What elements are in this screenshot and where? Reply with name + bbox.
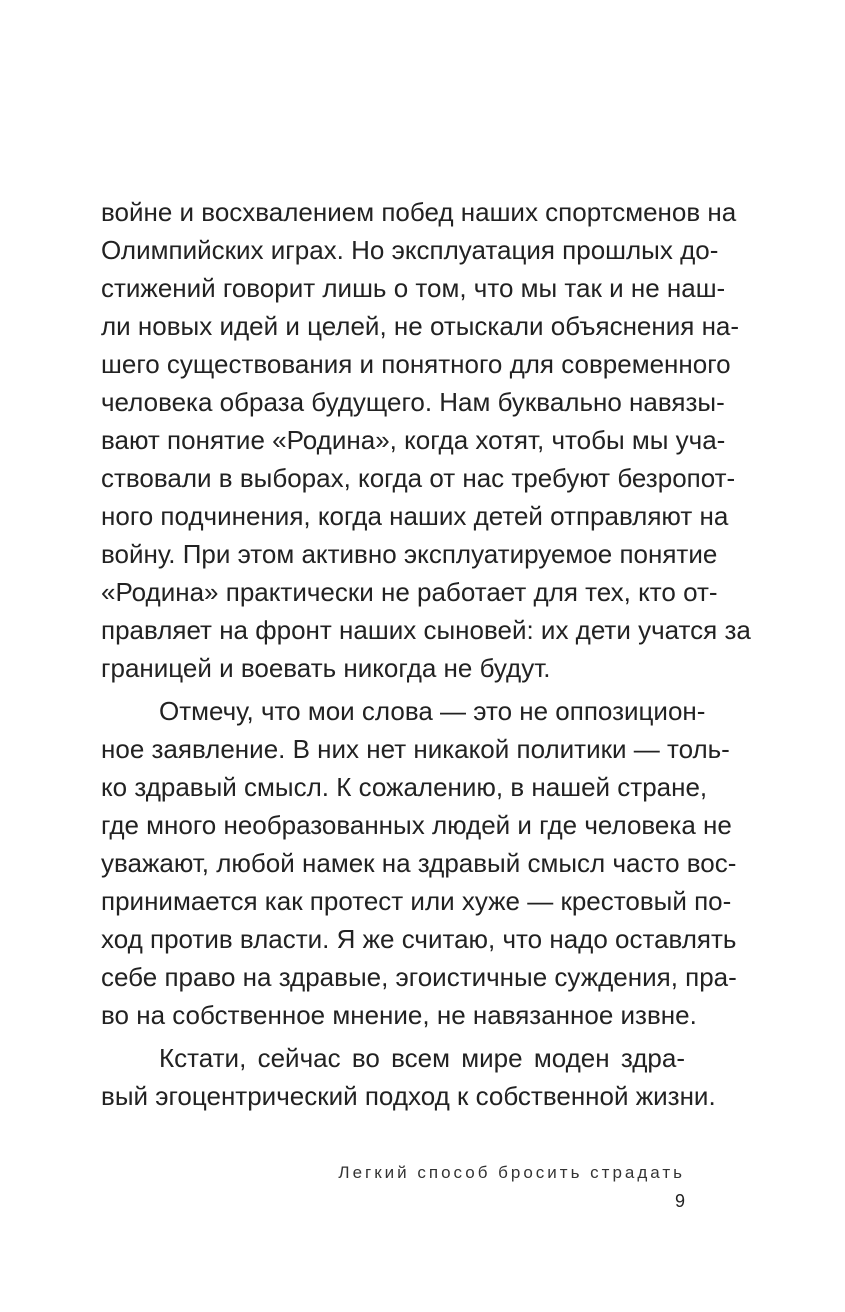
text-line: ного подчинения, когда наших детей отправляют на — [101, 501, 729, 531]
text-line: вают понятие «Родина», когда хотят, чтобы мы уча- — [101, 425, 726, 455]
text-line: правляет на фронт наших сыновей: их дети учатся за — [101, 615, 751, 645]
running-title: Легкий способ бросить страдать — [338, 1163, 685, 1182]
page-number: 9 — [674, 1191, 685, 1211]
text-line: ное заявление. В них нет никакой политики — толь- — [101, 734, 730, 764]
text-line: себе право на здравые, эгоистичные суждения, пра- — [101, 962, 737, 992]
text-line: уважают, любой намек на здравый смысл часто вос- — [101, 848, 737, 878]
text-line: границей и воевать никогда не будут. — [101, 653, 551, 683]
text-line: войне и восхвалением побед наших спортсменов на — [101, 197, 737, 227]
text-line: стижений говорит лишь о том, что мы так и не наш- — [101, 273, 726, 303]
text-line: ко здравый смысл. К сожалению, в нашей стране, — [101, 772, 708, 802]
text-line: где много необразованных людей и где человека не — [101, 810, 732, 840]
text-line: ствовали в выборах, когда от нас требуют безропот- — [101, 463, 736, 493]
text-line: во на собственное мнение, не навязанное извне. — [101, 1000, 697, 1030]
text-line: Отмечу, что мои слова — это не оппозицион- — [159, 696, 706, 726]
text-line: Кстати, сейчас во всем мире моден здра- — [159, 1043, 685, 1073]
text-line: человека образа будущего. Нам буквально навязы- — [101, 387, 725, 417]
text-line: «Родина» практически не работает для тех, кто от- — [101, 577, 718, 607]
text-line: принимается как протест или хуже — крестовый по- — [101, 886, 732, 916]
text-line: ли новых идей и целей, не отыскали объяснения на- — [101, 311, 740, 341]
text-line: шего существования и понятного для современного — [101, 349, 731, 379]
text-line: вый эгоцентрический подход к собственной жизни. — [101, 1081, 716, 1111]
text-line: Олимпийских играх. Но эксплуатация прошлых до- — [101, 235, 719, 265]
text-line: войну. При этом активно эксплуатируемое понятие — [101, 539, 718, 569]
text-line: ход против власти. Я же считаю, что надо оставлять — [101, 924, 737, 954]
